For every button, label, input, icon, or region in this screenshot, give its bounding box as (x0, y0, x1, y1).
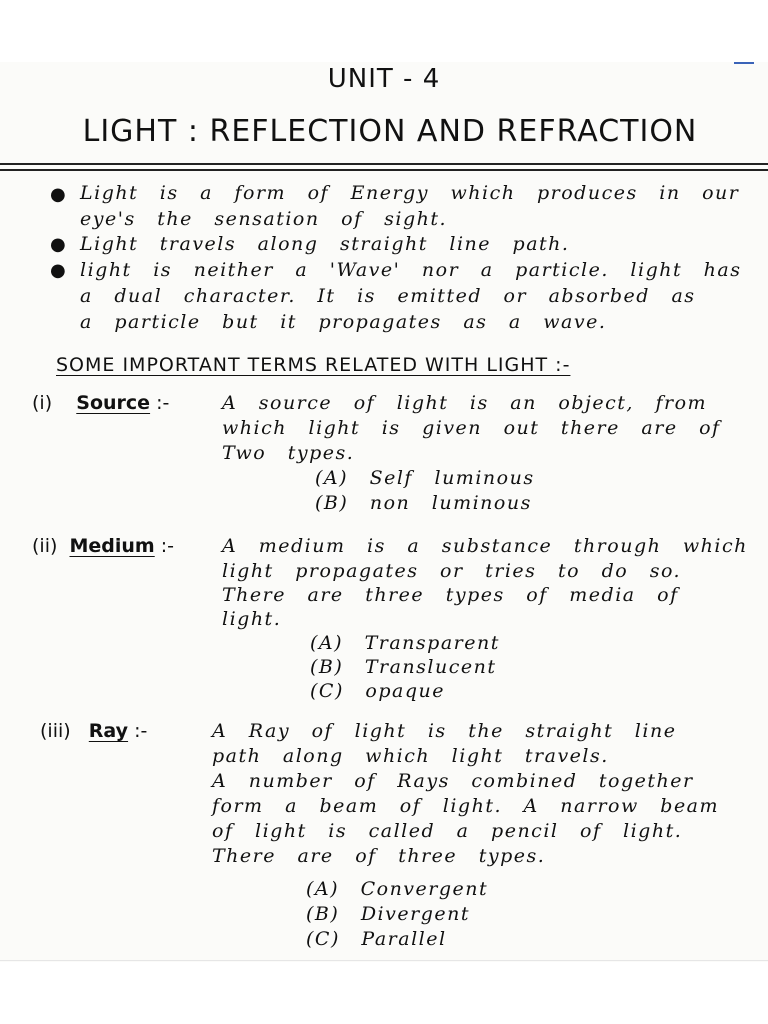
medium-type: (C) opaque (310, 680, 445, 702)
term-number: (i) (32, 392, 53, 414)
term-medium (32, 535, 174, 557)
ray-line: path along which light travels. (212, 745, 609, 767)
ray-line: A Ray of light is the straight line (212, 720, 677, 742)
source-type: (A) Self luminous (315, 467, 535, 489)
intro-line: a dual character. It is emitted or absorbed as (80, 285, 696, 307)
medium-line: light. (222, 608, 282, 630)
bullet-dot: ● (50, 234, 66, 255)
term-separator: :- (134, 720, 148, 742)
source-line: which light is given out there are of (222, 417, 721, 439)
medium-type: (A) Transparent (310, 632, 500, 654)
intro-line: Light is a form of Energy which produces in our (80, 182, 740, 204)
term-separator: :- (156, 392, 170, 414)
ray-type: (A) Convergent (306, 878, 489, 900)
page-bottom-edge (0, 960, 768, 961)
source-type: (B) non luminous (315, 492, 532, 514)
medium-line: light propagates or tries to do so. (222, 560, 682, 582)
term-number: (ii) (32, 535, 58, 557)
section-heading-text: SOME IMPORTANT TERMS RELATED WITH LIGHT :- (56, 354, 571, 376)
bullet-dot: ● (50, 184, 66, 205)
term-number: (iii) (40, 720, 71, 742)
title-rule-bottom (0, 169, 768, 171)
source-line: A source of light is an object, from (222, 392, 708, 414)
section-heading (56, 354, 570, 376)
medium-line: There are three types of media of (222, 584, 679, 606)
term-label: Source (76, 392, 151, 414)
intro-line: Light travels along straight line path. (80, 233, 570, 255)
ray-line: of light is called a pencil of light. (212, 820, 683, 842)
term-label: Medium (69, 535, 155, 557)
ray-type: (C) Parallel (306, 928, 447, 950)
term-ray (40, 720, 147, 742)
medium-type: (B) Translucent (310, 656, 497, 678)
ray-line: There are of three types. (212, 845, 546, 867)
bullet-dot: ● (50, 260, 66, 281)
term-source (32, 392, 169, 414)
intro-line: light is neither a 'Wave' nor a particle. light has (80, 259, 742, 281)
intro-line: a particle but it propagates as a wave. (80, 311, 607, 333)
term-label: Ray (88, 720, 129, 742)
title-rule-top (0, 163, 768, 165)
term-separator: :- (160, 535, 175, 557)
unit-heading: UNIT - 4 (327, 64, 441, 94)
source-line: Two types. (222, 442, 355, 464)
ray-line: form a beam of light. A narrow beam (212, 795, 720, 817)
ray-line: A number of Rays combined together (212, 770, 694, 792)
medium-line: A medium is a substance through which (222, 535, 748, 557)
ray-type: (B) Divergent (306, 903, 470, 925)
intro-line: eye's the sensation of sight. (80, 208, 448, 230)
page-title: LIGHT : REFLECTION AND REFRACTION (82, 114, 698, 149)
